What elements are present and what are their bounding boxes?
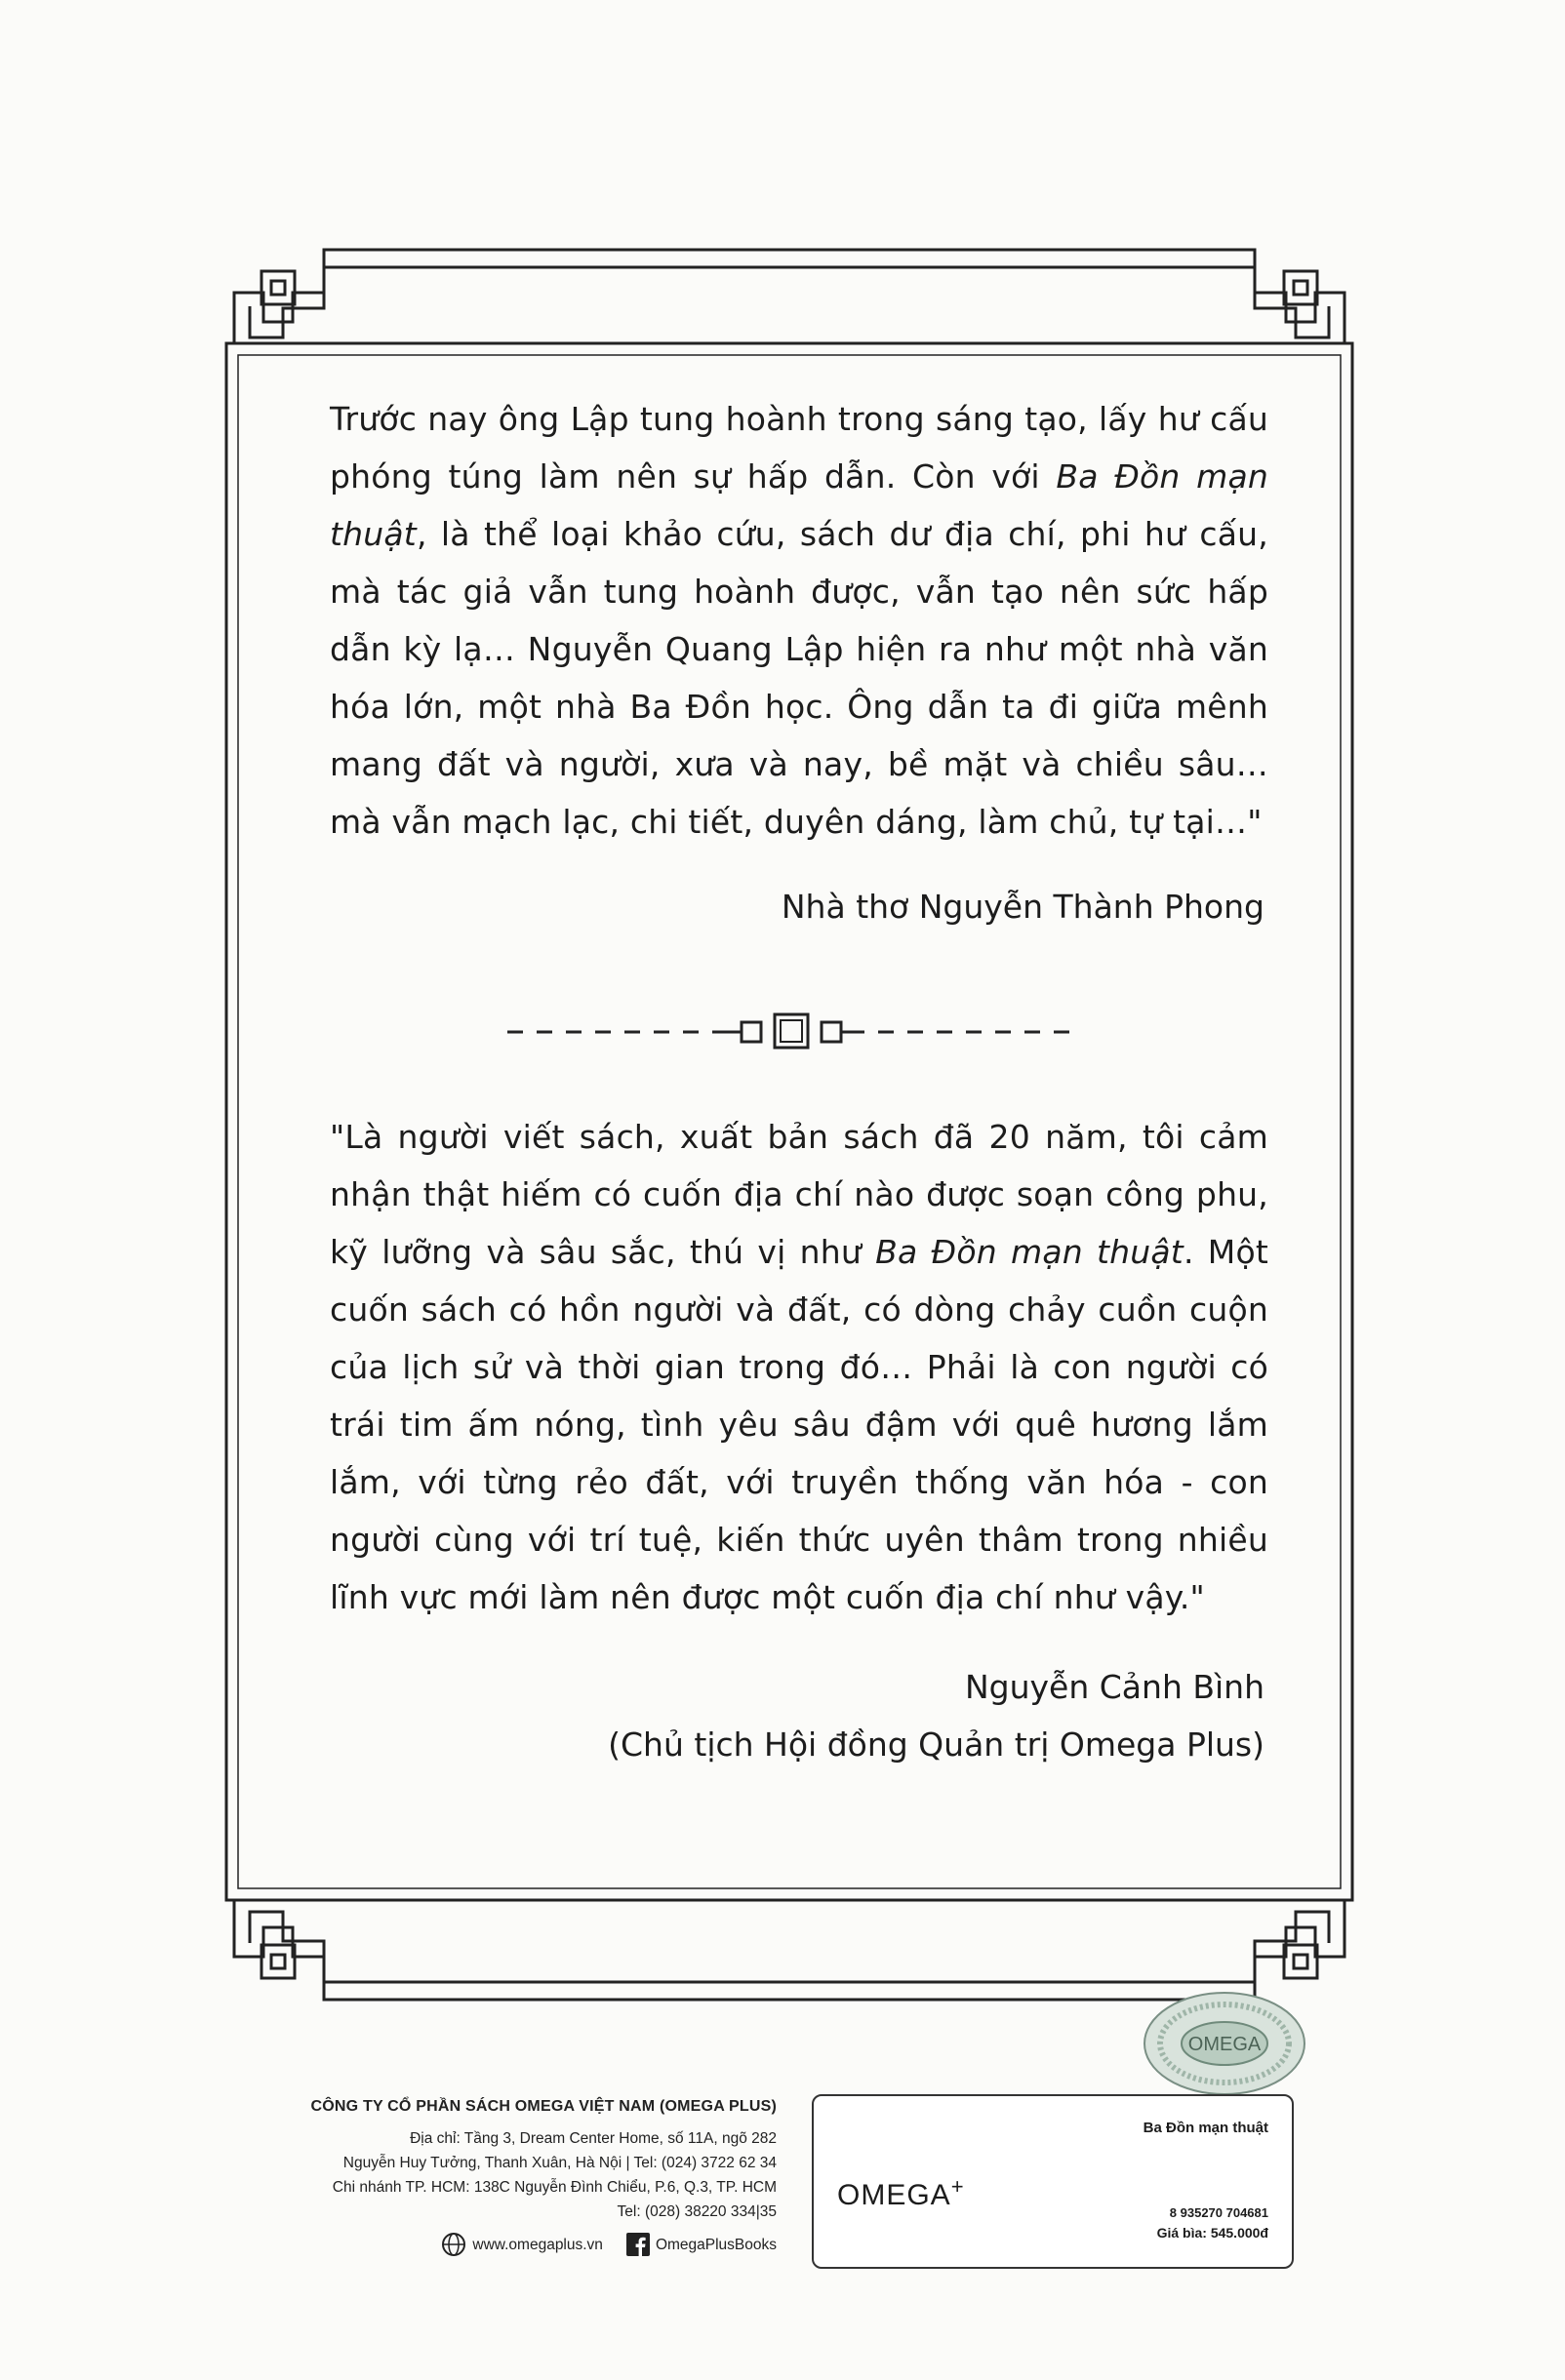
publisher-address: Địa chỉ: Tầng 3, Dream Center Home, số 11A, ngõ 282 xyxy=(410,2130,777,2147)
barcode-book-title: Ba Đồn mạn thuật xyxy=(1143,2120,1268,2136)
stamp-text: OMEGA xyxy=(1187,2034,1262,2055)
attribution-1: Nhà thơ Nguyễn Thành Phong xyxy=(781,888,1264,926)
quote-text: "Là người viết sách, xuất bản sách đã 20 năm, tôi cảm nhận thật hiếm có cuốn địa chí nào được soạn công phu, kỹ lưỡng và sâu sắc, thú vị như xyxy=(330,1118,1268,1271)
omega-plus-logo xyxy=(837,2174,965,2212)
publisher-company: CÔNG TY CỔ PHẦN SÁCH OMEGA VIỆT NAM (OMEGA PLUS) xyxy=(310,2098,777,2115)
publisher-branch: Tel: (028) 38220 334|35 xyxy=(617,2203,777,2220)
facebook-link[interactable] xyxy=(626,2233,777,2257)
publisher-info xyxy=(263,2094,777,2257)
barcode-box xyxy=(812,2094,1294,2269)
website-text: www.omegaplus.vn xyxy=(472,2236,603,2253)
logo-text: OMEGA xyxy=(837,2179,951,2211)
attribution-2 xyxy=(608,1658,1264,1773)
publisher-social xyxy=(263,2232,777,2257)
quote-text: . Một cuốn sách có hồn người và đất, có dòng chảy cuồn cuộn của lịch sử và thời gian trong đó… Phải là con người có trái tim ấm nóng, tình yêu sâu đậm với quê hương lắm lắm, với từng rẻo đất, với truyền thống văn hóa - con người cùng với trí tuệ, kiến thức uyên thâm trong nhiều lĩnh vực mới làm nên được một cuốn địa chí như vậy." xyxy=(330,1233,1268,1616)
quote-review-2 xyxy=(330,1108,1268,1626)
publisher-branch: Chi nhánh TP. HCM: 138C Nguyễn Đình Chiểu, P.6, Q.3, TP. HCM xyxy=(332,2179,777,2196)
isbn-number: 8 935270 704681 xyxy=(1169,2205,1268,2220)
quote-text: , là thể loại khảo cứu, sách dư địa chí, phi hư cấu, mà tác giả vẫn tung hoành được, vẫn tạo nên sức hấp dẫn kỳ lạ… Nguyễn Quang Lập hiện ra như một nhà văn hóa lớn, một nhà Ba Đồn học. Ông dẫn ta đi giữa mênh mang đất và người, xưa và nay, bề mặt và chiều sâu… mà vẫn mạch lạc, chi tiết, duyên dáng, làm chủ, tự tại…" xyxy=(330,515,1268,841)
website-link[interactable] xyxy=(441,2232,603,2257)
book-title-italic: Ba Đồn mạn thuật xyxy=(875,1233,1184,1271)
facebook-icon xyxy=(626,2233,650,2256)
facebook-text: OmegaPlusBooks xyxy=(655,2236,777,2253)
globe-icon xyxy=(441,2232,466,2257)
logo-plus: + xyxy=(950,2174,965,2199)
quote-review-1 xyxy=(330,390,1268,851)
cover-price: Giá bìa: 545.000đ xyxy=(1156,2225,1268,2241)
section-divider xyxy=(507,1014,1083,1048)
publisher-address: Nguyễn Huy Tưởng, Thanh Xuân, Hà Nội | Tel: (024) 3722 62 34 xyxy=(342,2155,777,2171)
hologram-stamp xyxy=(1142,1990,1307,2097)
attribution-name: Nguyễn Cảnh Bình xyxy=(964,1668,1264,1706)
book-title-italic: Ba Đồn mạn thuật xyxy=(330,457,1268,553)
attribution-role: (Chủ tịch Hội đồng Quản trị Omega Plus) xyxy=(608,1726,1264,1764)
quote-text: Trước nay ông Lập tung hoành trong sáng tạo, lấy hư cấu phóng túng làm nên sự hấp dẫn. Còn với xyxy=(330,400,1268,496)
